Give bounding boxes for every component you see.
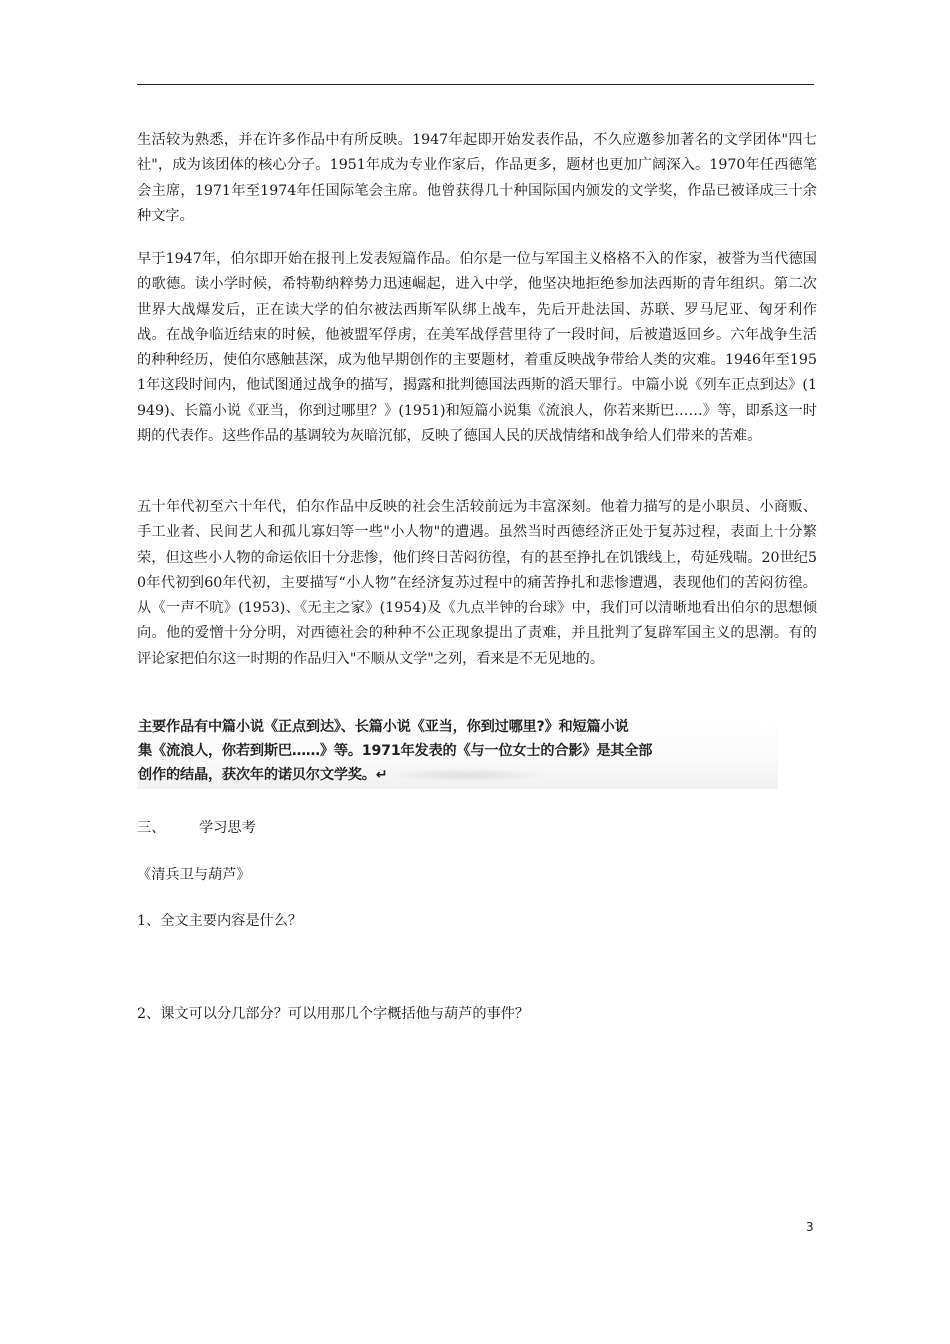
question-2: 2、课文可以分几部分？可以用那几个字概括他与葫芦的事件？: [137, 1006, 530, 1022]
page-number: 3: [806, 1220, 814, 1234]
section-number: 三、: [137, 820, 166, 836]
header-rule: [137, 84, 814, 85]
section-heading: [137, 818, 256, 838]
scanned-line-3: 创作的结晶，获次年的诺贝尔文学奖。↵: [138, 767, 388, 783]
scanned-line-1: 主要作品有中篇小说《正点到达》、长篇小说《亚当，你到过哪里?》和短篇小说: [138, 719, 629, 735]
paragraph-2: 早于1947年，伯尔即开始在报刊上发表短篇作品。伯尔是一位与军国主义格格不入的作家，被誉为当代德国的歌德。读小学时候，希特勒纳粹势力迅速崛起，进入中学，他坚决地拒绝参加法西斯的青年组织。第二次世界大战爆发后，正在读大学的伯尔被法西斯军队绑上战车，先后开赴法国、苏联、罗马尼亚、匈牙利作战。在战争临近结束的时候，他被盟军俘虏，在美军战俘营里待了一段时间，后被遣返回乡。六年战争生活的种种经历，使伯尔感触甚深，成为他早期创作的主要题材，着重反映战争带给人类的灾难。1946年至1951年这段时间内，他试图通过战争的描写，揭露和批判德国法西斯的滔天罪行。中篇小说《列车正点到达》(1949)、长篇小说《亚当，你到过哪里？》(1951)和短篇小说集《流浪人，你若来斯巴……》等，即系这一时期的代表作。这些作品的基调较为灰暗沉郁，反映了德国人民的厌战情绪和战争给人们带来的苦难。: [137, 251, 817, 445]
scanned-line-2: 集《流浪人，你若到斯巴……》等。1971年发表的《与一位女士的合影》是其全部: [138, 743, 653, 759]
paragraph-3: 五十年代初至六十年代，伯尔作品中反映的社会生活较前远为丰富深刻。他着力描写的是小职员、小商贩、手工业者、民间艺人和孤儿寡妇等一些"小人物"的遭遇。虽然当时西德经济正处于复苏过程，表面上十分繁荣，但这些小人物的命运依旧十分悲惨，他们终日苦闷彷徨，有的甚至挣扎在饥饿线上，苟延残喘。20世纪50年代初到60年代初，主要描写“小人物”在经济复苏过程中的痛苦挣扎和悲惨遭遇，表现他们的苦闷彷徨。从《一声不吭》(1953)、《无主之家》(1954)及《九点半钟的台球》中，我们可以清晰地看出伯尔的思想倾向。他的爱憎十分分明，对西德社会的种种不公正现象提出了责难，并且批判了复辟军国主义的思潮。有的评论家把伯尔这一时期的作品归入"不顺从文学"之列，看来是不无见地的。: [137, 499, 817, 667]
section-title: 学习思考: [199, 820, 256, 836]
question-1: 1、全文主要内容是什么？: [137, 913, 303, 929]
work-title: 《清兵卫与葫芦》: [137, 867, 251, 883]
scan-smudge: [387, 768, 547, 782]
paragraph-1: 生活较为熟悉，并在许多作品中有所反映。1947年起即开始发表作品，不久应邀参加著名的文学团体"四七社"，成为该团体的核心分子。1951年成为专业作家后，作品更多，题材也更加广阔深入。1970年任西德笔会主席，1971年至1974年任国际笔会主席。他曾获得几十种国际国内颁发的文学奖，作品已被译成三十余种文字。: [137, 132, 817, 224]
